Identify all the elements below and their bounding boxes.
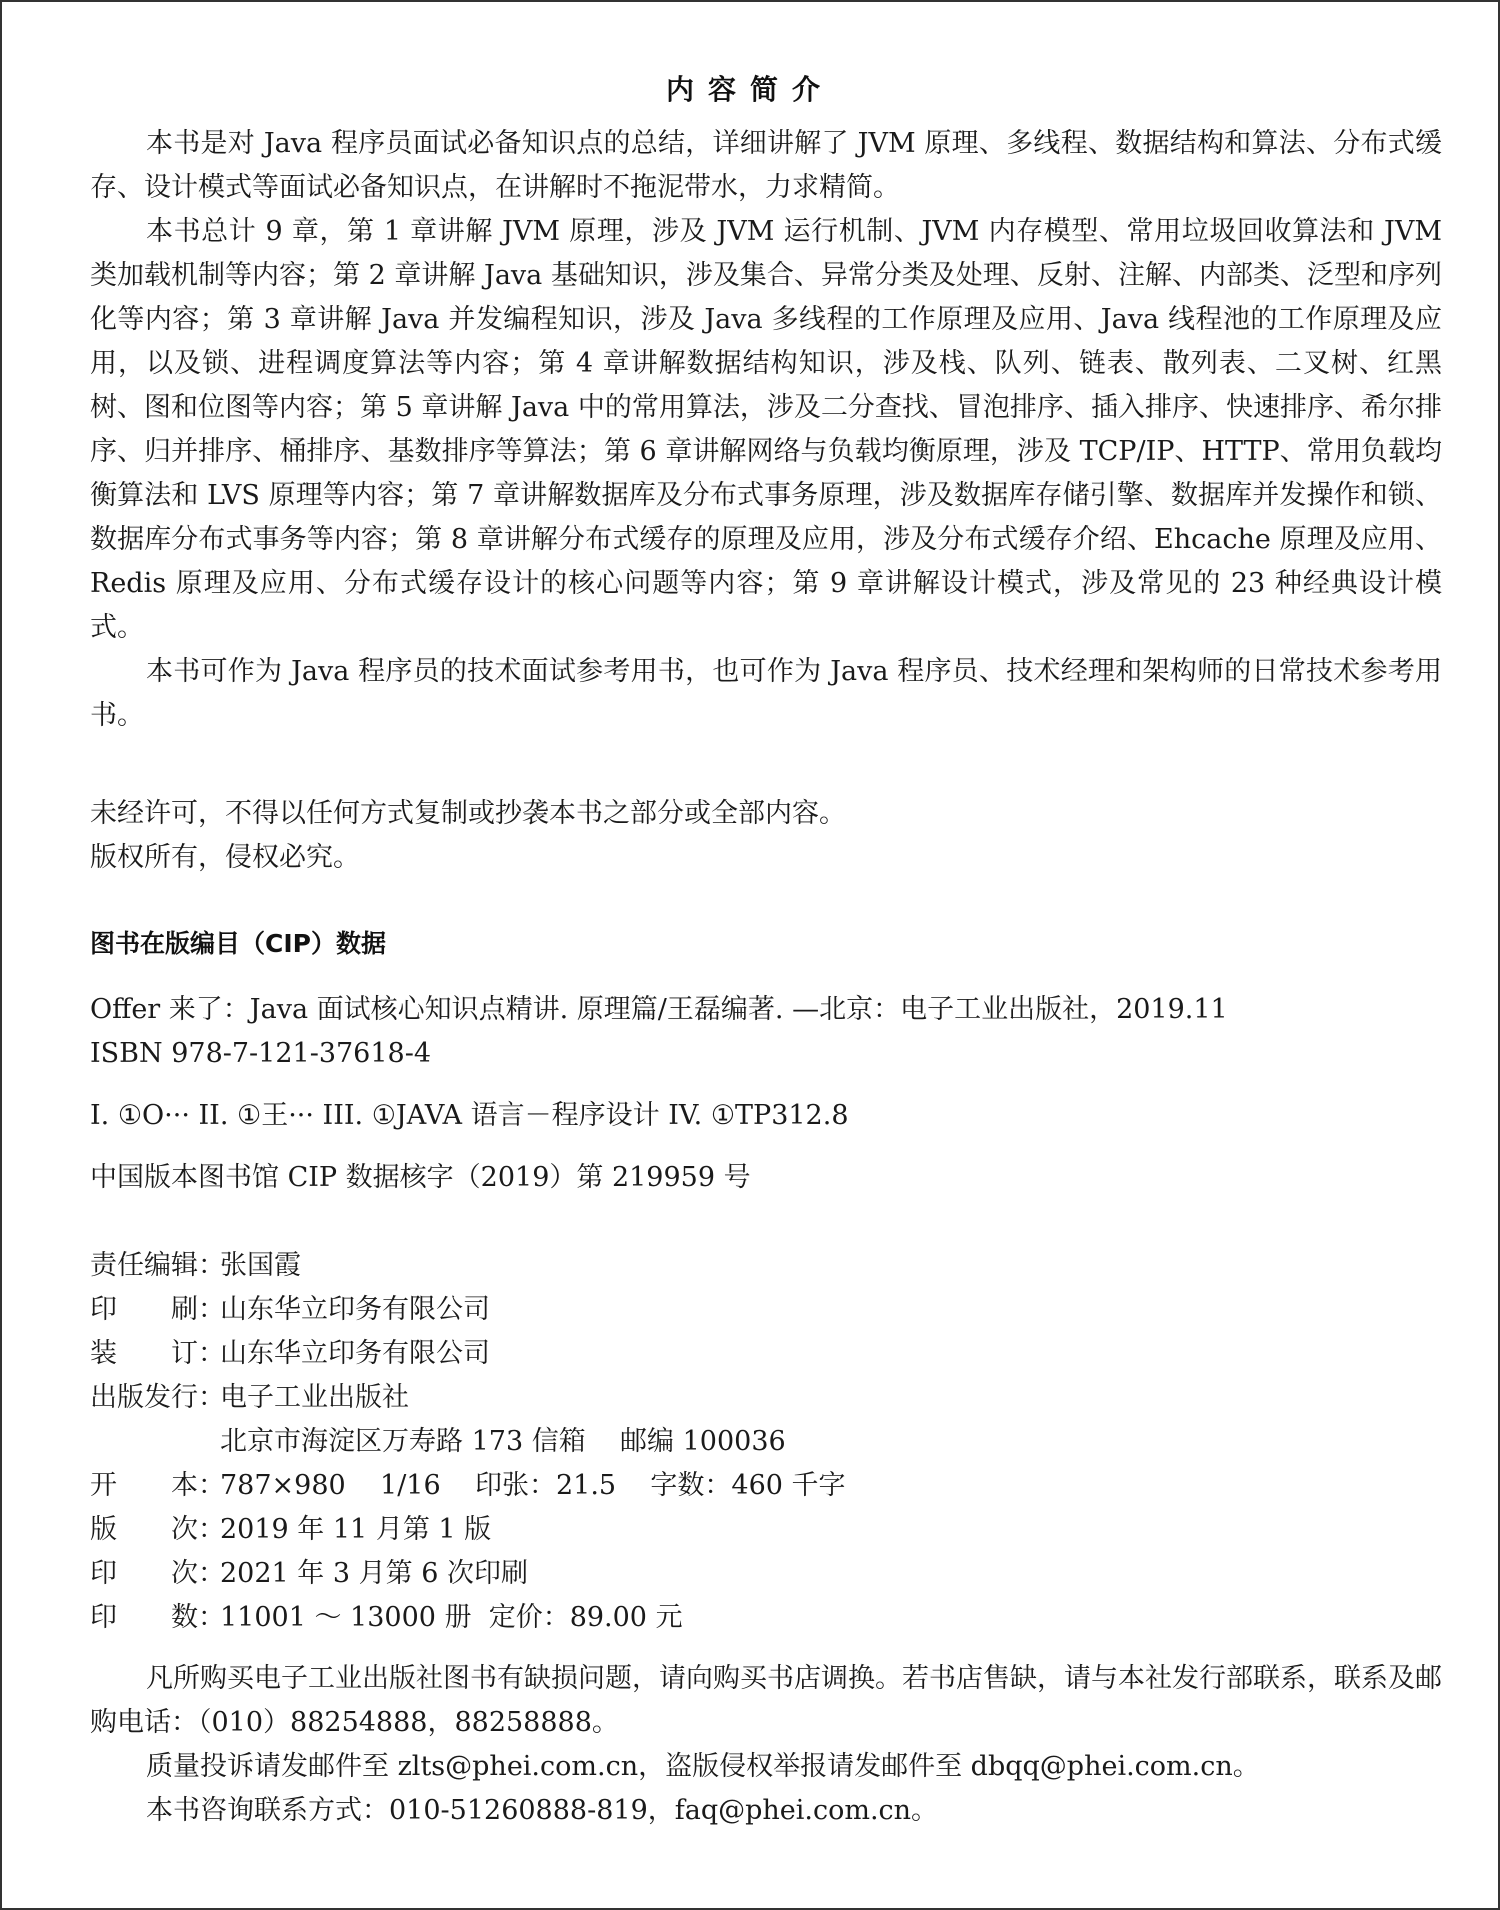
rights-notice	[90, 792, 1442, 880]
all-rights-reserved: 版权所有，侵权必究。	[90, 842, 360, 873]
binding-value: 山东华立印务有限公司	[220, 1338, 490, 1369]
cip-number: 中国版本图书馆 CIP 数据核字（2019）第 219959 号	[90, 1162, 751, 1193]
printing-value: 山东华立印务有限公司	[220, 1294, 490, 1325]
colophon-row-printing: 印 刷 ： 山东华立印务有限公司	[90, 1288, 1090, 1332]
impression-value: 2021 年 3 月第 6 次印刷	[220, 1558, 528, 1589]
cip-data	[90, 988, 1442, 1200]
colophon-row-publisher: 出 版 发 行 ： 电子工业出版社	[90, 1376, 1090, 1420]
contact-info	[90, 1657, 1442, 1833]
colophon	[90, 1244, 1090, 1640]
colophon-row-print-run: 印 数 ： 11001 ～ 13000 册 定价：89.00 元	[90, 1596, 1090, 1640]
colophon-row-binding: 装 订 ： 山东华立印务有限公司	[90, 1332, 1090, 1376]
print-run-value: 11001 ～ 13000 册 定价：89.00 元	[220, 1602, 683, 1633]
inquiry-contact: 本书咨询联系方式：010-51260888-819，faq@phei.com.cn。	[146, 1795, 939, 1826]
colophon-label: 出 版 发 行	[90, 1382, 198, 1413]
colophon-label: 责 任 编 辑	[90, 1250, 198, 1281]
publisher-value: 电子工业出版社	[220, 1382, 409, 1413]
no-copy-notice: 未经许可，不得以任何方式复制或抄袭本书之部分或全部内容。	[90, 798, 846, 829]
book-summary	[90, 122, 1442, 738]
complaint-emails: 质量投诉请发邮件至 zlts@phei.com.cn，盗版侵权举报请发邮件至 dbqq@phei.com.cn。	[146, 1751, 1260, 1782]
colophon-label: 开 本	[90, 1470, 198, 1501]
colophon-row-impression: 印 次 ： 2021 年 3 月第 6 次印刷	[90, 1552, 1090, 1596]
isbn: ISBN 978-7-121-37618-4	[90, 1038, 432, 1069]
cip-classification: I. ①O··· II. ①王··· III. ①JAVA 语言－程序设计 IV. ①TP312.8	[90, 1100, 849, 1131]
colophon-label: 装 订	[90, 1338, 198, 1369]
colophon-label: 版 次	[90, 1514, 198, 1545]
colophon-label: 印 刷	[90, 1294, 198, 1325]
colophon-row-editor: 责 任 编 辑 ： 张国霞	[90, 1244, 1090, 1288]
cip-heading: 图书在版编目（CIP）数据	[90, 929, 386, 958]
edition-value: 2019 年 11 月第 1 版	[220, 1514, 492, 1545]
colophon-label: 印 次	[90, 1558, 198, 1589]
colophon-row-address	[90, 1420, 1090, 1464]
colophon-row-format: 开 本 ： 787×980 1/16 印张：21.5 字数：460 千字	[90, 1464, 1090, 1508]
defect-exchange-notice: 凡所购买电子工业出版社图书有缺损问题，请向购买书店调换。若书店售缺，请与本社发行部联系，联系及邮购电话：（010）88254888，88258888。	[90, 1663, 1442, 1738]
colophon-label: 印 数	[90, 1602, 198, 1633]
colophon-row-edition: 版 次 ： 2019 年 11 月第 1 版	[90, 1508, 1090, 1552]
publisher-address: 北京市海淀区万寿路 173 信箱 邮编 100036	[220, 1426, 786, 1457]
summary-paragraph-chapters: 本书总计 9 章，第 1 章讲解 JVM 原理，涉及 JVM 运行机制、JVM 内存模型、常用垃圾回收算法和 JVM 类加载机制等内容；第 2 章讲解 Java 基础知识，涉及集合、异常分类及处理、反射、注解、内部类、泛型和序列化等内容；第 3 章讲解 Java 并发编程知识，涉及 Java 多线程的工作原理及应用、Java 线程池的工作原理及应用，以及锁、进程调度算法等内容；第 4 章讲解数据结构知识，涉及栈、队列、链表、散列表、二叉树、红黑树、图和位图等内容；第 5 章讲解 Java 中的常用算法，涉及二分查找、冒泡排序、插入排序、快速排序、希尔排序、归并排序、桶排序、基数排序等算法；第 6 章讲解网络与负载均衡原理，涉及 TCP/IP、HTTP、常用负载均衡算法和 LVS 原理等内容；第 7 章讲解数据库及分布式事务原理，涉及数据库存储引擎、数据库并发操作和锁、数据库分布式事务等内容；第 8 章讲解分布式缓存的原理及应用，涉及分布式缓存介绍、Ehcache 原理及应用、Redis 原理及应用、分布式缓存设计的核心问题等内容；第 9 章讲解设计模式，涉及常见的 23 种经典设计模式。	[90, 216, 1442, 643]
cip-record-line: Offer 来了：Java 面试核心知识点精讲. 原理篇/王磊编著. —北京：电子工业出版社，2019.11	[90, 994, 1228, 1025]
format-value: 787×980 1/16 印张：21.5 字数：460 千字	[220, 1470, 846, 1501]
editor-value: 张国霞	[220, 1250, 301, 1281]
summary-paragraph-overview: 本书是对 Java 程序员面试必备知识点的总结，详细讲解了 JVM 原理、多线程、数据结构和算法、分布式缓存、设计模式等面试必备知识点，在讲解时不拖泥带水，力求精简。	[90, 128, 1442, 203]
page-title: 内容简介	[665, 73, 834, 106]
summary-paragraph-audience: 本书可作为 Java 程序员的技术面试参考用书，也可作为 Java 程序员、技术经理和架构师的日常技术参考用书。	[90, 656, 1442, 731]
